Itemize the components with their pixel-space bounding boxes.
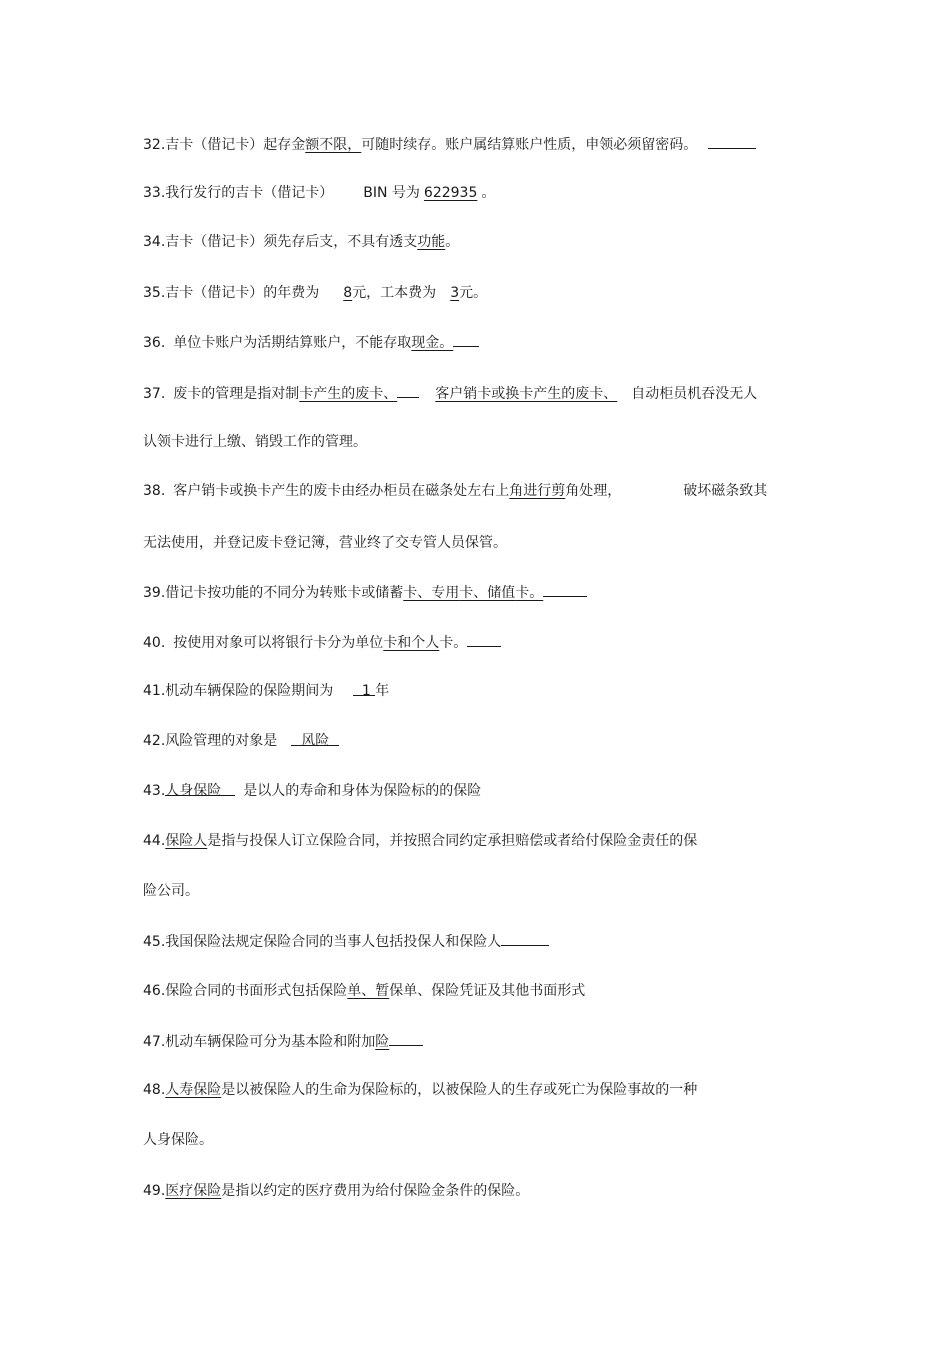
answer: 1 [361, 683, 371, 699]
text: 机动车辆保险可分为基本险和附加 [165, 1034, 376, 1050]
text: 是指以约定的医疗费用为给付保险金条件的保险。 [221, 1183, 530, 1199]
item-number: 34. [143, 234, 166, 250]
answer: 卡。 [515, 585, 544, 601]
item-42 [143, 731, 339, 751]
item-number: 39. [143, 585, 166, 601]
answer: 医疗保险 [165, 1183, 222, 1199]
text: 可随时续存。账户属结算账户性质，申领必须留密码。 [361, 137, 698, 153]
answer-blank [389, 1031, 423, 1046]
text: BIN 号为 [363, 185, 420, 201]
answer: 8 [343, 285, 353, 301]
answer: 卡和个人 [383, 635, 440, 651]
answer: 现金。 [411, 335, 454, 351]
answer-blank [353, 681, 375, 699]
item-35 [143, 283, 487, 303]
item-number: 49. [143, 1183, 166, 1199]
item-37-continued [143, 432, 367, 452]
item-number: 37. [143, 386, 166, 402]
answer-blank [453, 332, 479, 347]
item-36 [143, 332, 479, 352]
text: 。 [445, 234, 460, 250]
item-44-continued [143, 881, 199, 901]
answer: 人寿保险 [165, 1082, 222, 1098]
answer: 622935 [423, 185, 478, 201]
text: 。 [481, 185, 496, 201]
item-32 [143, 134, 756, 154]
item-33 [143, 183, 495, 203]
text: 吉卡（借记卡）起存金 [165, 137, 306, 153]
text: 破坏磁条致其 [683, 483, 768, 499]
item-46 [143, 981, 585, 1001]
answer: 人身保险 [165, 783, 222, 799]
text: 元，工本费为 [352, 285, 437, 301]
text: 是以人的寿命和身体为保险标的的保险 [243, 783, 482, 799]
text: 元。 [459, 285, 488, 301]
text: 吉卡（借记卡）须先存后支，不具有透支 [165, 234, 418, 250]
item-34 [143, 232, 459, 252]
text: 险公司。 [143, 883, 199, 899]
item-number: 41. [143, 683, 166, 699]
item-41 [143, 681, 389, 701]
answer: 功能 [417, 234, 446, 250]
item-38-continued [143, 533, 507, 553]
item-47 [143, 1031, 423, 1051]
text: 单位卡账户为活期结算账户，不能存取 [173, 335, 412, 351]
text: 无法使用，并登记废卡登记簿，营业终了交专管人员保管。 [143, 535, 507, 551]
item-number: 46. [143, 983, 166, 999]
item-number: 42. [143, 733, 166, 749]
item-39 [143, 582, 587, 602]
answer-blank [543, 582, 587, 597]
text: 我行发行的吉卡（借记卡） [165, 185, 334, 201]
text: 角处理， [565, 483, 622, 499]
item-44 [143, 831, 697, 851]
item-43 [143, 781, 481, 801]
item-number: 32. [143, 137, 166, 153]
text: 客户销卡或换卡产生的废卡由经办柜员在磁条处左右上 [173, 483, 510, 499]
answer-blank [291, 731, 339, 749]
item-49 [143, 1181, 529, 1201]
answer: 卡、储值 [459, 585, 516, 601]
item-40 [143, 632, 501, 652]
answer: 额不限， [305, 137, 362, 153]
text: 废卡的管理是指对制 [173, 386, 300, 402]
text: 按使用对象可以将银行卡分为单位 [173, 635, 384, 651]
item-45 [143, 931, 549, 951]
answer: 卡产生的废卡、 [299, 386, 398, 402]
answer: 险 [375, 1034, 390, 1050]
item-number: 35. [143, 285, 166, 301]
item-number: 45. [143, 934, 166, 950]
text: 风险管理的对象是 [165, 733, 278, 749]
item-48-continued [143, 1130, 213, 1150]
answer: 3 [450, 285, 460, 301]
answer-blank [397, 383, 419, 398]
text: 吉卡（借记卡）的年费为 [165, 285, 320, 301]
item-38 [143, 481, 767, 501]
answer: 角进行剪 [509, 483, 566, 499]
answer-blank [708, 134, 756, 149]
item-number: 38. [143, 483, 166, 499]
item-number: 33. [143, 185, 166, 201]
item-48 [143, 1080, 697, 1100]
answer: 风险 [301, 733, 330, 749]
answer-blank [501, 931, 549, 946]
text: 卡。 [439, 635, 468, 651]
text: 是指与投保人订立保险合同，并按照合同约定承担赔偿或者给付保险金责任的保 [207, 833, 698, 849]
answer: 单、暂 [347, 983, 390, 999]
item-number: 47. [143, 1034, 166, 1050]
text: 我国保险法规定保险合同的当事人包括投保人和保险人 [165, 934, 502, 950]
item-37 [143, 383, 757, 403]
text: 借记卡按功能的不同分为转账卡或储蓄 [165, 585, 404, 601]
text: 自动柜员机吞没无人 [631, 386, 758, 402]
text: 年 [375, 683, 390, 699]
answer: 客户销卡或换卡产生的废卡、 [435, 386, 618, 402]
text: 保险合同的书面形式包括保险 [165, 983, 348, 999]
text: 人身保险。 [143, 1132, 213, 1148]
item-number: 40. [143, 635, 166, 651]
answer-blank [467, 632, 501, 647]
item-number: 48. [143, 1082, 166, 1098]
text: 是以被保险人的生命为保险标的，以被保险人的生存或死亡为保险事故的一种 [221, 1082, 698, 1098]
answer: 卡、专用 [403, 585, 460, 601]
item-number: 43. [143, 783, 166, 799]
item-number: 44. [143, 833, 166, 849]
answer: 保险人 [165, 833, 208, 849]
item-number: 36. [143, 335, 166, 351]
answer-blank [165, 781, 235, 799]
text: 保单、保险凭证及其他书面形式 [389, 983, 586, 999]
text: 认领卡进行上缴、销毁工作的管理。 [143, 434, 367, 450]
text: 机动车辆保险的保险期间为 [165, 683, 334, 699]
